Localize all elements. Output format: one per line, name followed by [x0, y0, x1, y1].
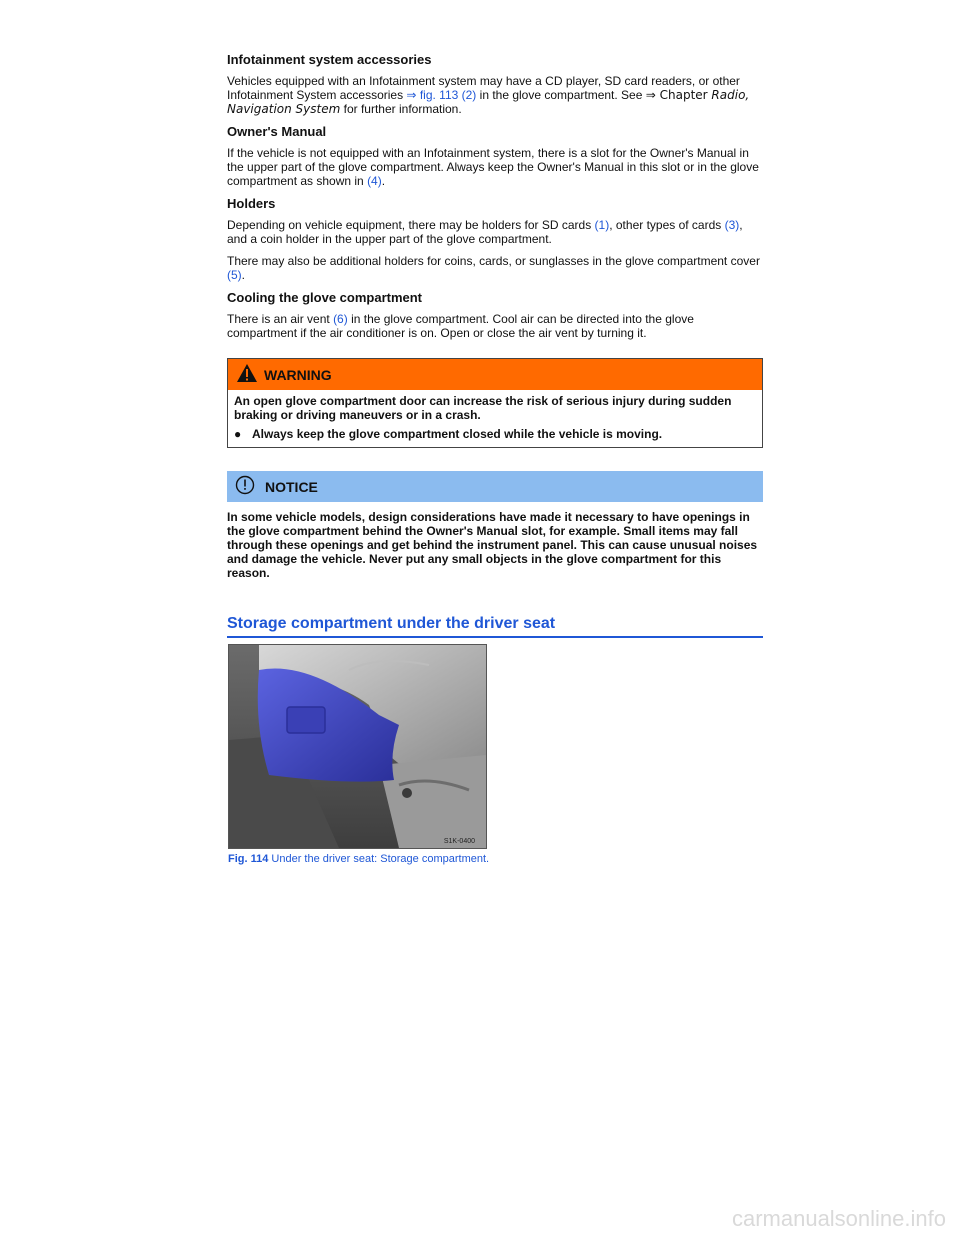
paragraph-holders-2	[227, 254, 763, 282]
chapter-link[interactable]: Radio, Navigation System	[227, 88, 750, 116]
ref-6[interactable]: (6)	[333, 312, 348, 326]
ref-4[interactable]: (4)	[367, 174, 382, 188]
heading-owners-manual: Owner's Manual	[227, 124, 327, 139]
heading-infotainment: Infotainment system accessories	[227, 52, 432, 67]
text: , and a coin holder in the upper part of the glove compartment.	[227, 218, 743, 246]
paragraph-infotainment	[227, 74, 763, 116]
paragraph-cooling	[227, 312, 763, 340]
text: There is an air vent	[227, 312, 334, 326]
watermark: carmanualsonline.info	[731, 1206, 946, 1231]
warning-text: An open glove compartment door can increase the risk of serious injury during sudden braking or driving maneuvers or in a crash.	[234, 394, 732, 422]
text: Depending on vehicle equipment, there may be holders for SD cards	[227, 218, 595, 232]
caption-label: Fig. 114	[228, 853, 269, 865]
section-title-storage: Storage compartment under the driver seat	[227, 615, 763, 638]
text: in the glove compartment. Cool air can be directed into the glove compartment if the air conditioner is on. Open or close the air vent by turning it.	[227, 312, 694, 340]
heading-holders: Holders	[227, 196, 276, 211]
text: There may also be additional holders for coins, cards, or sunglasses in the glove compartment cover	[227, 254, 760, 268]
heading-cooling: Cooling the glove compartment	[227, 290, 423, 305]
link-fig-113[interactable]: fig. 113 (2)	[419, 88, 477, 102]
notice-exclamation-icon	[235, 475, 255, 498]
figure-114-image	[228, 644, 487, 849]
bullet-icon: ●	[234, 427, 242, 441]
warning-box	[227, 358, 763, 448]
ref-5[interactable]: (5)	[227, 268, 242, 282]
warning-bullet-text: Always keep the glove compartment closed while the vehicle is moving.	[252, 427, 663, 441]
paragraph-holders-1	[227, 218, 763, 246]
link-arrow[interactable]: ⇒	[406, 88, 417, 102]
notice-text: In some vehicle models, design considerations have made it necessary to have openings in the glove compartment behind the Owner's Manual slot, for example. Small items may fall through these openings and get behind the instrument panel. This can cause unusual noises and damage the vehicle. Never put any small objects in the glove compartment for this reason.	[227, 510, 758, 580]
notice-title: NOTICE	[265, 478, 318, 495]
text: , other types of cards	[609, 218, 725, 232]
text: .	[381, 174, 386, 188]
figure-code: S1K-0400	[443, 838, 475, 845]
text: .	[241, 268, 246, 282]
ref-3[interactable]: (3)	[724, 218, 740, 232]
warning-body	[228, 390, 762, 447]
warning-title: WARNING	[264, 366, 332, 383]
chapter-label: Chapter	[655, 88, 712, 102]
page-content	[227, 52, 763, 638]
text: If the vehicle is not equipped with an Infotainment system, there is a slot for the Owner's Manual in the upper part of the glove compartment. Always keep the Owner's Manual in this slot or in the glove compartment as shown in	[227, 146, 759, 188]
caption-text: Under the driver seat: Storage compartment.	[268, 853, 490, 865]
ref-1[interactable]: (1)	[594, 218, 610, 232]
warning-header	[228, 359, 762, 390]
text: for further information.	[340, 102, 462, 116]
text: Vehicles equipped with an Infotainment system may have a CD player, SD card readers, or other Infotainment System accessories	[227, 74, 740, 102]
seat-illustration	[229, 645, 486, 848]
warning-triangle-icon	[236, 363, 258, 386]
warning-bullet-item	[234, 427, 756, 441]
notice-box	[227, 471, 763, 580]
notice-header	[227, 471, 763, 502]
paragraph-owners-manual	[227, 146, 763, 188]
link-arrow[interactable]: ⇒	[645, 88, 656, 102]
figure-caption	[228, 853, 489, 865]
text: in the glove compartment. See	[476, 88, 646, 102]
